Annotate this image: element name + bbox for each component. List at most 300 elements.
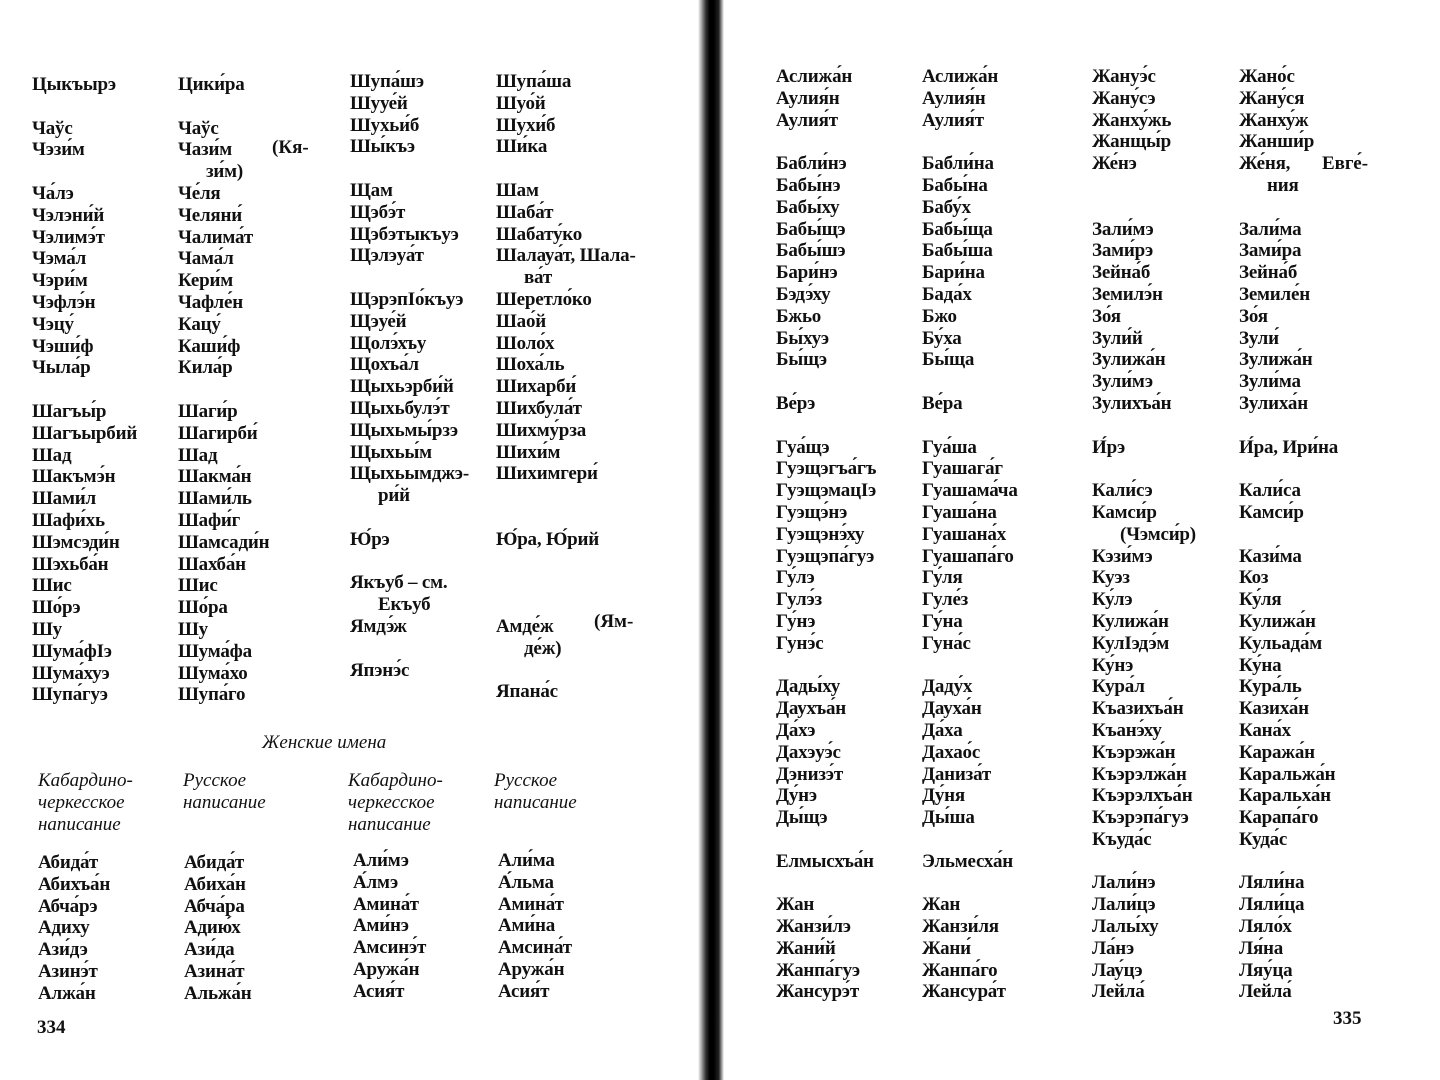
name-entry: Чэлимэ́т	[32, 226, 105, 248]
name-entry: Чаўс	[178, 117, 219, 139]
female-name-entry: Ами́нэ	[353, 915, 409, 937]
name-entry: Шеретло́ко	[496, 288, 592, 310]
spacer	[32, 379, 137, 401]
name-entry: ри́й	[378, 485, 410, 507]
name-entry: Да́хэ	[776, 719, 816, 741]
name-entry: Ду́ня	[922, 785, 965, 807]
page-number-right: 335	[1333, 1008, 1362, 1029]
name-entry: Жани́	[922, 937, 971, 959]
spacer	[1092, 458, 1196, 480]
name-entry: Гуашана́х	[922, 523, 1007, 545]
spacer	[350, 158, 469, 180]
name-entry: Гу́ля	[922, 567, 963, 589]
name-entry: Ды́щэ	[776, 807, 828, 829]
name-entry: Кали́са	[1239, 480, 1301, 502]
name-entry: Гунэ́с	[776, 632, 824, 654]
spacer	[32, 96, 137, 118]
header-line: написание	[183, 792, 266, 813]
left-page	[0, 0, 700, 1080]
name-entry: Щыхьбулэ́т	[350, 397, 450, 419]
name-entry: Бада́х	[922, 283, 972, 305]
name-entry: Лали́цэ	[1092, 894, 1156, 916]
name-entry: Жану́ся	[1239, 87, 1305, 109]
female-name-entry: Абча́рэ	[38, 895, 98, 917]
name-entry: Бэдэ́ху	[776, 283, 831, 305]
spacer	[350, 507, 469, 529]
name-entry: Зулихъа́н	[1092, 392, 1172, 414]
spacer	[496, 485, 636, 507]
name-entry: Щэбэ́т	[350, 201, 406, 223]
spacer	[1239, 415, 1338, 437]
name-entry: Гулэ́з	[776, 589, 822, 611]
name-entry: Лейла́	[1239, 981, 1292, 1003]
spacer	[1092, 415, 1196, 437]
name-entry: Жанзи́ля	[922, 916, 999, 938]
female-name-entry: Али́ма	[498, 850, 555, 871]
name-entry: Шафи́г	[178, 509, 241, 531]
name-entry: Зейна́б	[1092, 262, 1151, 284]
female-name-entry: Аружа́н	[498, 958, 565, 980]
name-entry: Зо́я	[1092, 305, 1121, 327]
name-entry: Дауха́н	[922, 698, 982, 720]
name-entry: Кила́р	[178, 357, 233, 379]
name-entry: Жан	[922, 894, 961, 916]
name-entry: Жансурэ́т	[776, 981, 859, 1003]
name-entry: де́ж)	[524, 637, 562, 659]
name-entry: Чэри́м	[32, 270, 88, 292]
name-entry: Зулиха́н	[1239, 392, 1308, 414]
female-name-entry: Амсинэ́т	[353, 937, 427, 959]
name-entry: Ляли́ца	[1239, 894, 1305, 916]
name-entry: Ве́рэ	[776, 392, 816, 414]
spacer	[776, 131, 876, 153]
female-names-column-2	[184, 852, 251, 1005]
spacer	[1092, 851, 1196, 873]
name-entry: Жани́й	[776, 937, 836, 959]
name-entry: Гуэщэ́нэ	[776, 501, 848, 523]
name-entry: Шагъы́р	[32, 400, 107, 422]
name-entry: Шагъырбий	[32, 422, 138, 444]
name-entry: Чэши́ф	[32, 335, 94, 357]
header-line: черкесское	[38, 792, 125, 813]
name-entry: Ля́на	[1239, 937, 1284, 959]
name-entry: Бабы́ша	[922, 240, 993, 262]
name-entry: Аслижа́н	[922, 66, 999, 87]
female-name-entry: Ами́на	[498, 915, 556, 937]
name-entry: Шафи́хь	[32, 509, 105, 531]
name-entry: Шихму́рза	[496, 419, 587, 441]
name-entry: Камси́р	[1092, 501, 1157, 523]
name-entry: Зами́ра	[1239, 240, 1302, 262]
name-entry: Ве́ра	[922, 392, 963, 414]
name-entry: Гу́на	[922, 610, 963, 632]
name-entry: Аслижа́н	[776, 66, 853, 87]
spacer	[922, 655, 1018, 677]
name-entry: Шупа́шэ	[350, 71, 424, 92]
header-line: написание	[348, 814, 431, 835]
right-page	[722, 0, 1440, 1080]
name-entry: Бари́на	[922, 262, 985, 284]
spacer	[1239, 851, 1338, 873]
name-entry: Шалауа́т, Шала-	[496, 245, 636, 267]
female-name-entry: Альжа́н	[184, 982, 252, 1004]
female-name-entry: Амина́т	[353, 893, 419, 915]
name-entry: Бабы́щэ	[776, 218, 846, 240]
name-entry: Жансура́т	[922, 981, 1006, 1003]
spacer	[1239, 458, 1338, 480]
spacer	[922, 415, 1018, 437]
name-entry: Каральжа́н	[1239, 763, 1336, 785]
female-name-entry: А́лмэ	[353, 871, 398, 893]
name-entry: Шис	[178, 575, 218, 597]
name-entry: Лали́нэ	[1092, 872, 1156, 894]
name-entry: ния	[1267, 174, 1299, 196]
spacer	[32, 161, 137, 183]
header-line: Кабардино-	[38, 770, 133, 791]
name-entry: Бы́щэ	[776, 349, 827, 371]
name-entry: Ю́рэ	[350, 528, 390, 550]
name-entry: Шо́рэ	[32, 597, 81, 619]
name-entry: Гуашапа́го	[922, 545, 1014, 567]
names-column-3	[350, 71, 469, 681]
female-name-entry: Амина́т	[498, 893, 564, 915]
name-entry: Къуда́с	[1092, 828, 1152, 850]
names-column-4	[496, 71, 636, 703]
spacer	[178, 379, 269, 401]
spacer	[496, 572, 636, 594]
header-line: Русское	[183, 770, 247, 791]
name-entry: Жанзи́лэ	[776, 916, 851, 938]
name-entry: Шума́хо	[178, 662, 248, 684]
female-names-column-4	[498, 850, 572, 1003]
name-entry: Шума́фа	[178, 640, 252, 662]
name-entry: Даду́х	[922, 676, 973, 698]
name-entry: Шаба́т	[496, 201, 554, 223]
name-entry: Жанпа́гуэ	[776, 959, 860, 981]
book-spine-shadow	[698, 0, 724, 1080]
header-russian-1	[183, 770, 266, 814]
name-entry: Гуа́щэ	[776, 436, 830, 458]
name-entry: Кэзи́мэ	[1092, 545, 1153, 567]
name-entry: зи́м)	[206, 161, 244, 183]
names-column-1	[776, 66, 876, 1003]
name-entry: Чалима́т	[178, 226, 253, 248]
name-entry: Шаги́р	[178, 400, 238, 422]
names-column-3	[1092, 66, 1196, 1003]
name-entry: Жанху́жь	[1092, 109, 1172, 131]
spacer	[922, 829, 1018, 851]
spacer	[350, 267, 469, 289]
name-entry: Че́ля	[178, 182, 221, 204]
female-name-entry: Асия́т	[498, 980, 550, 1002]
header-russian-2	[494, 770, 577, 814]
name-entry: Шихи́м	[496, 441, 561, 463]
name-entry: Ку́нэ	[1092, 654, 1134, 676]
name-entry: Бабли́на	[922, 153, 994, 175]
name-entry: Шо́ра	[178, 597, 228, 619]
name-entry: Даниза́т	[922, 763, 992, 785]
name-entry: Ку́ля	[1239, 589, 1282, 611]
name-entry: Же́ня,	[1239, 153, 1291, 175]
spacer	[496, 507, 636, 529]
name-entry: Гуашага́г	[922, 458, 1003, 480]
name-entry: Жано́с	[1239, 66, 1295, 87]
name-entry: Жанши́р	[1239, 131, 1315, 153]
name-entry: (Чэмси́р)	[1120, 523, 1196, 545]
name-entry: Куэз	[1092, 567, 1130, 589]
name-entry: Кура́ль	[1239, 676, 1302, 698]
name-entry: Щыхьы́м	[350, 441, 432, 463]
name-entry: Шууе́й	[350, 92, 408, 114]
name-entry: Гу́нэ	[776, 610, 816, 632]
female-name-entry: Адиху	[38, 917, 90, 939]
female-name-entry: Адию́х	[184, 917, 241, 939]
name-entry: Бжьо	[776, 305, 822, 327]
female-name-entry: Али́мэ	[353, 850, 409, 871]
name-entry: Ляли́на	[1239, 872, 1305, 894]
female-name-entry: Алжа́н	[38, 982, 96, 1004]
spacer	[776, 829, 876, 851]
name-entry: Ду́нэ	[776, 785, 817, 807]
name-entry: Шам	[496, 179, 539, 201]
name-entry: Шупа́гуэ	[32, 684, 108, 706]
name-entry: Лалы́ху	[1092, 916, 1159, 938]
header-line: Кабардино-	[348, 770, 443, 791]
name-entry: Ляло́х	[1239, 916, 1292, 938]
name-entry: Дахэуэ́с	[776, 741, 841, 763]
spacer	[496, 660, 636, 682]
name-entry: Лау́цэ	[1092, 959, 1143, 981]
name-entry: Челяни́	[178, 204, 243, 226]
name-entry: Жанщы́р	[1092, 131, 1172, 153]
name-entry: Къэрэлхъа́н	[1092, 785, 1193, 807]
name-entry: Дады́ху	[776, 676, 841, 698]
name-entry: Бабли́нэ	[776, 153, 847, 175]
name-entry: Бабы́нэ	[776, 174, 841, 196]
name-entry: Шами́ль	[178, 488, 252, 510]
name-entry: Шихимгери́	[496, 463, 598, 485]
name-entry: Шихарби́	[496, 376, 577, 398]
spacer	[776, 872, 876, 894]
name-entry: Щэбэтыкъуэ	[350, 223, 459, 245]
name-entry: Кулижа́н	[1239, 610, 1316, 632]
evge-fragment: Евге́-	[1322, 153, 1369, 174]
name-entry: Чафле́н	[178, 291, 243, 313]
name-entry: Куда́с	[1239, 828, 1288, 850]
female-names-column-3	[353, 850, 426, 1003]
name-entry: Дэнизэ́т	[776, 763, 843, 785]
name-entry: Къэрэжа́н	[1092, 741, 1176, 763]
name-entry: Жан	[776, 894, 815, 916]
name-entry: Аулия́н	[922, 87, 986, 109]
name-entry: Аулия́н	[776, 87, 840, 109]
name-entry: Шума́хуэ	[32, 662, 110, 684]
name-entry: Къэрэпа́гуэ	[1092, 807, 1189, 829]
header-kabardino-1	[38, 770, 133, 836]
name-entry: Шупа́ша	[496, 71, 572, 92]
spacer	[922, 371, 1018, 393]
name-entry: Казиха́н	[1239, 698, 1309, 720]
female-name-entry: Амсина́т	[498, 937, 572, 959]
name-entry: Гу́лэ	[776, 567, 815, 589]
name-entry: Шоха́ль	[496, 354, 565, 376]
name-entry: Чыла́р	[32, 357, 91, 379]
names-column-2	[178, 74, 269, 706]
header-line: написание	[38, 814, 121, 835]
name-entry: Кана́х	[1239, 719, 1291, 741]
name-entry: И́ра, Ири́на	[1239, 436, 1339, 458]
name-entry: Япэнэ́с	[350, 659, 410, 681]
name-entry: Карапа́го	[1239, 807, 1319, 829]
spacer	[350, 551, 469, 573]
name-entry: Кульада́м	[1239, 632, 1322, 654]
name-entry: Жануэ́с	[1092, 66, 1156, 87]
name-entry: Якъуб – см.	[350, 572, 448, 594]
name-entry: Щолэ́хъу	[350, 332, 427, 354]
name-entry: Шу	[32, 618, 62, 640]
female-names-column-1	[38, 852, 110, 1005]
name-entry: Ды́ша	[922, 807, 975, 829]
header-line: написание	[494, 792, 577, 813]
name-entry: Зали́мэ	[1092, 218, 1154, 240]
name-entry: Жанху́ж	[1239, 109, 1309, 131]
name-entry: Шахба́н	[178, 553, 246, 575]
name-entry: КулІэдэ́м	[1092, 632, 1170, 654]
name-entry: ЩэрэпІо́къуэ	[350, 288, 464, 310]
name-entry: Эльмесха́н	[922, 850, 1014, 872]
female-name-entry: А́льма	[498, 871, 554, 893]
name-entry: Кацу́	[178, 313, 221, 335]
spacer	[922, 872, 1018, 894]
name-entry: Чама́л	[178, 248, 234, 270]
name-entry: Шакма́н	[178, 466, 252, 488]
name-entry: Шэмсэди́н	[32, 531, 120, 553]
name-entry: Жану́сэ	[1092, 87, 1156, 109]
name-entry: Шу	[178, 618, 208, 640]
name-entry: Чэфлэ́н	[32, 291, 96, 313]
name-entry: Каральха́н	[1239, 785, 1331, 807]
header-kabardino-2	[348, 770, 443, 836]
female-name-entry: Абихъа́н	[38, 873, 111, 895]
name-entry: Шад	[178, 444, 218, 466]
name-entry: Шума́фІэ	[32, 640, 112, 662]
name-entry: Каши́ф	[178, 335, 241, 357]
name-entry: Цыкъырэ	[32, 74, 116, 95]
name-entry: Амде́ж	[496, 615, 554, 637]
name-entry: Гуэщэпа́гуэ	[776, 545, 875, 567]
section-title-female-names: Женские имена	[262, 732, 387, 753]
name-entry: Бари́нэ	[776, 262, 838, 284]
female-name-entry: Абида́т	[184, 852, 244, 873]
name-entry: Бжо	[922, 305, 957, 327]
female-name-entry: Абиха́н	[184, 873, 246, 895]
spacer	[350, 638, 469, 660]
name-entry: Ча́лэ	[32, 182, 74, 204]
name-entry: Кази́ма	[1239, 545, 1302, 567]
name-entry: Елмысхъа́н	[776, 850, 874, 872]
name-entry: Шагирби́	[178, 422, 258, 444]
name-entry: Къанэ́ху	[1092, 719, 1162, 741]
name-entry: Шами́л	[32, 488, 96, 510]
name-entry: Кура́л	[1092, 676, 1145, 698]
name-entry: Шихбула́т	[496, 397, 582, 419]
name-entry: Шухи́б	[496, 114, 556, 136]
page-number-left: 334	[37, 1017, 66, 1038]
spacer	[1092, 175, 1196, 197]
name-entry: Гуна́с	[922, 632, 971, 654]
name-entry: Каража́н	[1239, 741, 1315, 763]
name-entry: Зами́рэ	[1092, 240, 1153, 262]
name-entry: Гуашама́ча	[922, 480, 1018, 502]
female-name-entry: Абча́ра	[184, 895, 245, 917]
name-entry: Гуэщэгъа́гъ	[776, 458, 877, 480]
name-entry: Гуле́з	[922, 589, 969, 611]
name-entry: Екъуб	[378, 594, 431, 616]
name-entry: Ляу́ца	[1239, 959, 1293, 981]
name-entry: Зули́й	[1092, 327, 1143, 349]
spacer	[496, 551, 636, 573]
female-name-entry: Абида́т	[38, 852, 98, 873]
name-entry: Кери́м	[178, 270, 233, 292]
name-entry: Ши́ка	[496, 136, 548, 158]
name-entry: Къазихъа́н	[1092, 698, 1184, 720]
name-entry: Щыхьмы́рзэ	[350, 419, 458, 441]
name-entry: Зули́мэ	[1092, 371, 1153, 393]
name-entry: Земиле́н	[1239, 283, 1310, 305]
name-entry: Шупа́го	[178, 684, 246, 706]
name-entry: Шабату́ко	[496, 223, 583, 245]
name-entry: Бабу́х	[922, 196, 971, 218]
name-entry: Аулия́т	[922, 109, 984, 131]
name-entry: Чэцу́	[32, 313, 74, 335]
header-line: Русское	[494, 770, 558, 791]
name-entry: Щыхьымджэ-	[350, 463, 469, 485]
name-entry: Зули́ма	[1239, 371, 1301, 393]
name-entry: Къэрэлжа́н	[1092, 763, 1187, 785]
name-entry: Чэзи́м	[32, 139, 85, 161]
name-entry: Зо́я	[1239, 305, 1268, 327]
name-entry: Жанпа́го	[922, 959, 998, 981]
name-entry: Зулижа́н	[1092, 349, 1166, 371]
names-column-1	[32, 74, 137, 706]
name-entry: Щэлэуа́т	[350, 245, 424, 267]
name-entry: Аулия́т	[776, 109, 838, 131]
name-entry: Да́ха	[922, 719, 963, 741]
yam-fragment: (Ям-	[594, 611, 634, 632]
name-entry: Чэлэни́й	[32, 204, 105, 226]
spacer	[1239, 197, 1338, 219]
name-entry: Гуа́ша	[922, 436, 977, 458]
name-entry: Зейна́б	[1239, 262, 1298, 284]
name-entry: Ямдэ́ж	[350, 615, 407, 637]
names-column-2	[922, 66, 1018, 1003]
kya-fragment: (Кя-	[272, 137, 309, 158]
name-entry: Шао́й	[496, 310, 547, 332]
spacer	[922, 131, 1018, 153]
female-name-entry: Азинэ́т	[38, 960, 98, 982]
spacer	[776, 371, 876, 393]
name-entry: Шакъмэ́н	[32, 466, 116, 488]
name-entry: Щэуе́й	[350, 310, 407, 332]
female-name-entry: Асия́т	[353, 980, 405, 1002]
name-entry: Зули́	[1239, 327, 1279, 349]
name-entry: ва́т	[524, 267, 553, 289]
spacer	[776, 655, 876, 677]
spacer	[1092, 197, 1196, 219]
spacer	[178, 96, 269, 118]
name-entry: И́рэ	[1092, 436, 1125, 458]
name-entry: Чэма́л	[32, 248, 87, 270]
